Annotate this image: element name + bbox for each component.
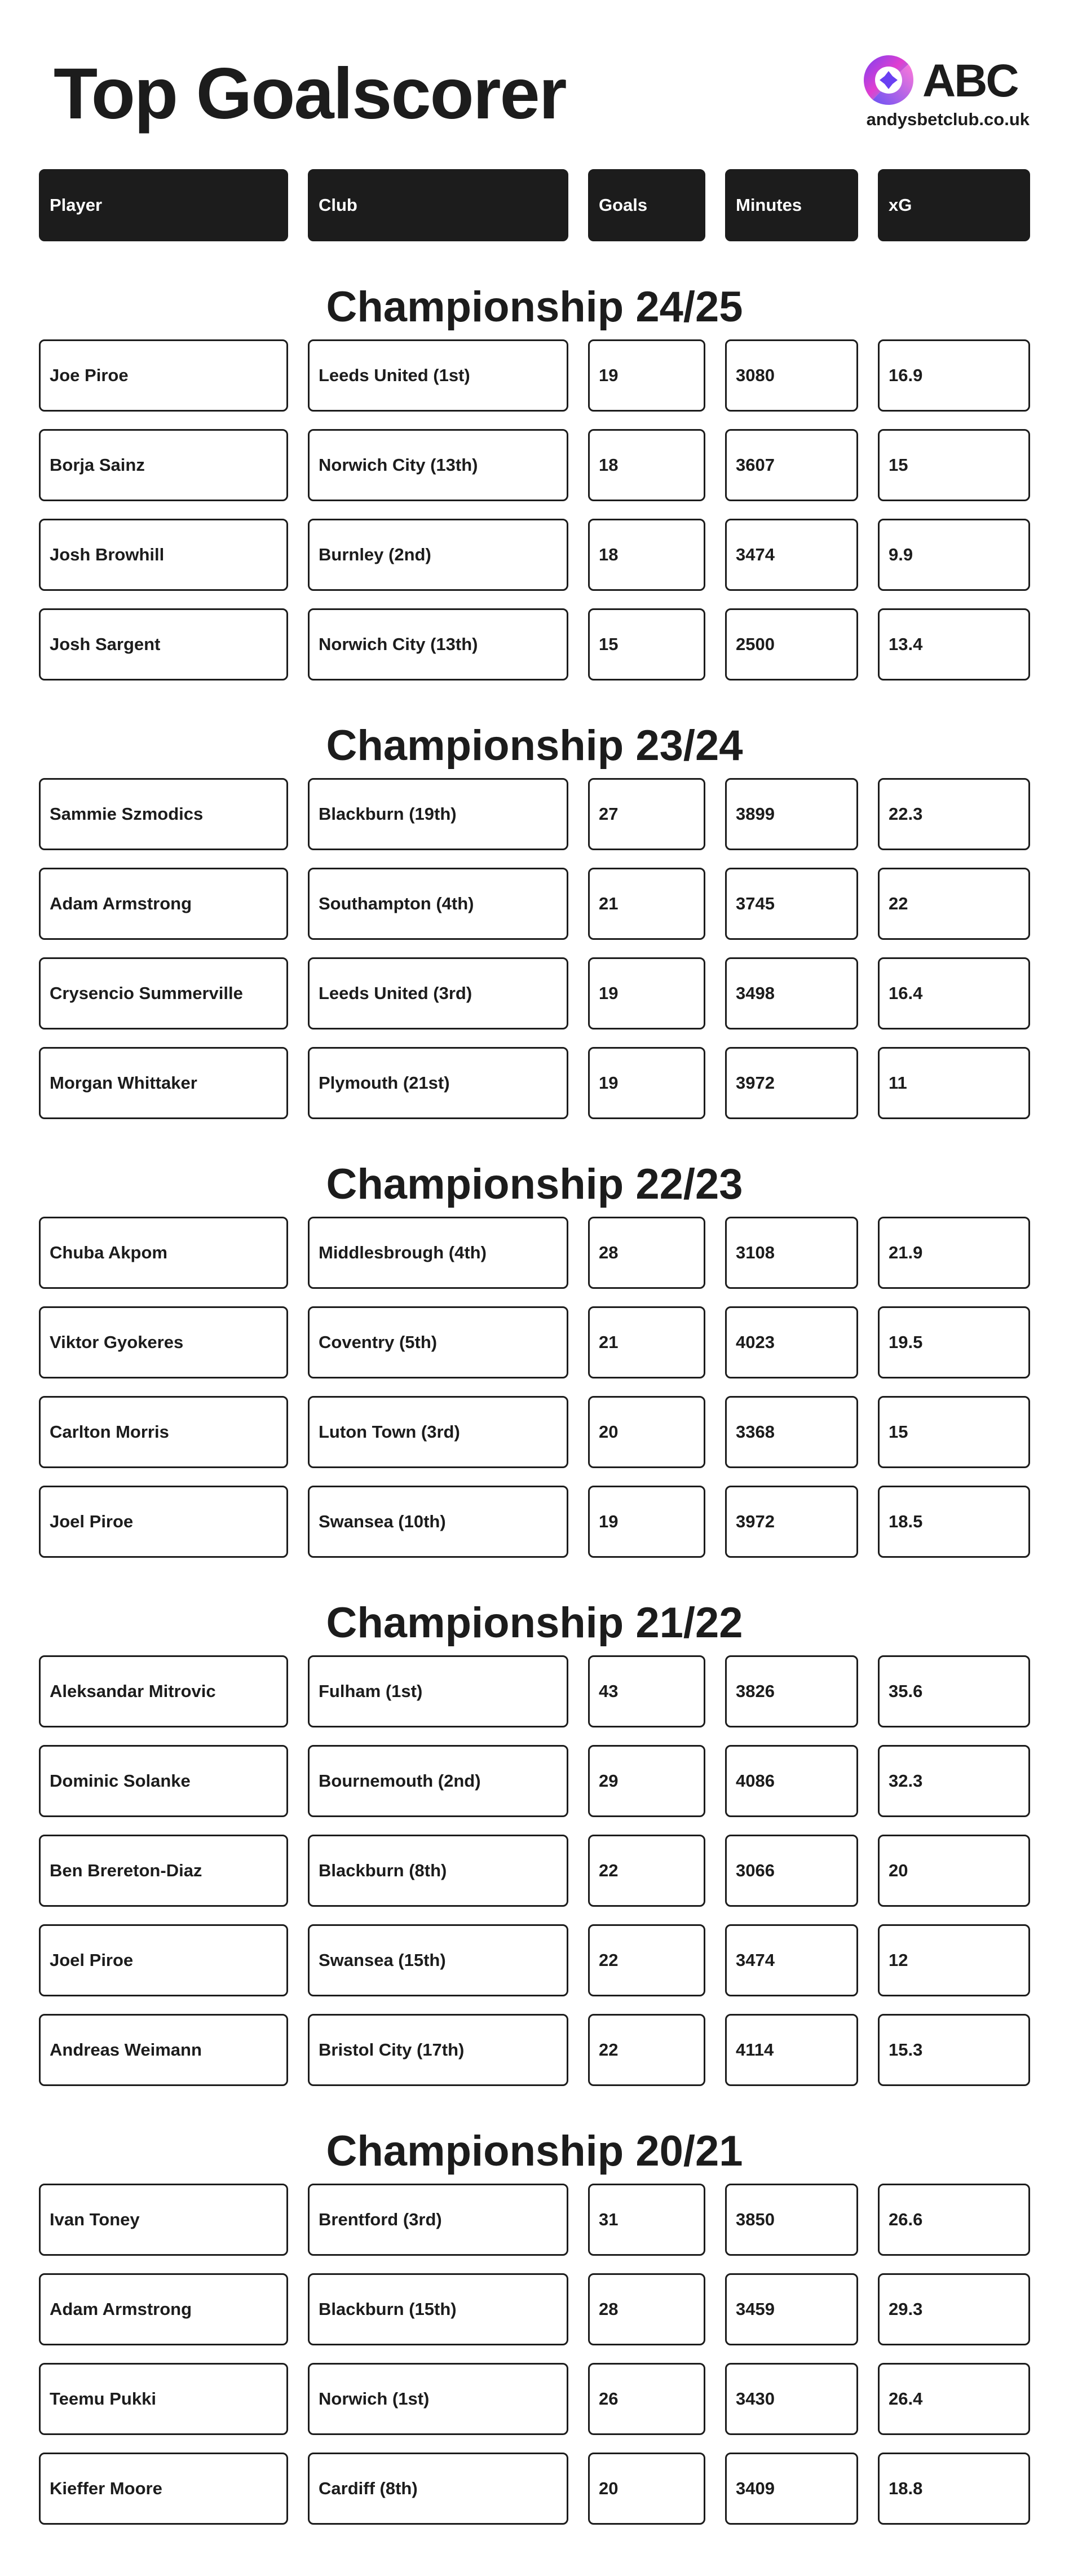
- club-cell: Cardiff (8th): [308, 2453, 568, 2525]
- player-cell: Sammie Szmodics: [39, 778, 288, 850]
- player-cell: Adam Armstrong: [39, 2273, 288, 2345]
- xg-cell: 16.4: [878, 957, 1030, 1029]
- minutes-cell: 3368: [725, 1396, 858, 1468]
- player-cell: Josh Sargent: [39, 608, 288, 681]
- club-cell: Southampton (4th): [308, 868, 568, 940]
- minutes-cell: 3745: [725, 868, 858, 940]
- table-row: [0, 429, 1069, 501]
- table-row: [0, 1217, 1069, 1289]
- player-cell: Joe Piroe: [39, 339, 288, 412]
- table-row: [0, 1306, 1069, 1378]
- club-cell: Plymouth (21st): [308, 1047, 568, 1119]
- club-cell: Blackburn (19th): [308, 778, 568, 850]
- section-title-21-22: Championship 21/22: [326, 1599, 743, 1647]
- player-cell: Andreas Weimann: [39, 2014, 288, 2086]
- player-cell: Ben Brereton-Diaz: [39, 1835, 288, 1907]
- minutes-cell: 3972: [725, 1486, 858, 1558]
- goals-cell: 19: [588, 1047, 705, 1119]
- player-cell: Chuba Akpom: [39, 1217, 288, 1289]
- table-row: [0, 1745, 1069, 1817]
- minutes-cell: 3474: [725, 1924, 858, 1996]
- player-cell: Borja Sainz: [39, 429, 288, 501]
- club-cell: Bournemouth (2nd): [308, 1745, 568, 1817]
- player-cell: Joel Piroe: [39, 1924, 288, 1996]
- table-row: [0, 1486, 1069, 1558]
- page-title: Top Goalscorer: [54, 54, 566, 134]
- abc-logo-icon: [860, 52, 917, 108]
- goals-cell: 26: [588, 2363, 705, 2435]
- goals-cell: 20: [588, 1396, 705, 1468]
- xg-cell: 9.9: [878, 519, 1030, 591]
- table-row: [0, 1655, 1069, 1727]
- xg-cell: 22.3: [878, 778, 1030, 850]
- club-cell: Norwich City (13th): [308, 608, 568, 681]
- section-title-20-21: Championship 20/21: [326, 2127, 743, 2175]
- minutes-cell: 4023: [725, 1306, 858, 1378]
- minutes-cell: 3080: [725, 339, 858, 412]
- minutes-cell: 3066: [725, 1835, 858, 1907]
- club-cell: Blackburn (8th): [308, 1835, 568, 1907]
- table-row: [0, 2184, 1069, 2256]
- xg-cell: 22: [878, 868, 1030, 940]
- player-cell: Dominic Solanke: [39, 1745, 288, 1817]
- table-row: [0, 2273, 1069, 2345]
- table-row: [0, 957, 1069, 1029]
- table-row: [0, 519, 1069, 591]
- club-cell: Swansea (10th): [308, 1486, 568, 1558]
- minutes-cell: 3430: [725, 2363, 858, 2435]
- xg-cell: 19.5: [878, 1306, 1030, 1378]
- brand-url[interactable]: andysbetclub.co.uk: [866, 109, 1030, 129]
- club-cell: Leeds United (3rd): [308, 957, 568, 1029]
- club-cell: Blackburn (15th): [308, 2273, 568, 2345]
- player-cell: Viktor Gyokeres: [39, 1306, 288, 1378]
- club-cell: Middlesbrough (4th): [308, 1217, 568, 1289]
- xg-cell: 21.9: [878, 1217, 1030, 1289]
- section-title-22-23: Championship 22/23: [326, 1160, 743, 1208]
- player-cell: Teemu Pukki: [39, 2363, 288, 2435]
- player-cell: Kieffer Moore: [39, 2453, 288, 2525]
- club-cell: Brentford (3rd): [308, 2184, 568, 2256]
- club-cell: Bristol City (17th): [308, 2014, 568, 2086]
- club-cell: Luton Town (3rd): [308, 1396, 568, 1468]
- goals-cell: 20: [588, 2453, 705, 2525]
- goals-cell: 22: [588, 1924, 705, 1996]
- goals-cell: 19: [588, 339, 705, 412]
- xg-cell: 15.3: [878, 2014, 1030, 2086]
- xg-cell: 15: [878, 1396, 1030, 1468]
- minutes-cell: 2500: [725, 608, 858, 681]
- table-row: [0, 1924, 1069, 1996]
- player-cell: Joel Piroe: [39, 1486, 288, 1558]
- xg-cell: 32.3: [878, 1745, 1030, 1817]
- table-row: [0, 339, 1069, 412]
- club-cell: Burnley (2nd): [308, 519, 568, 591]
- goals-cell: 21: [588, 868, 705, 940]
- table-row: [0, 2363, 1069, 2435]
- goals-cell: 43: [588, 1655, 705, 1727]
- player-cell: Carlton Morris: [39, 1396, 288, 1468]
- goals-cell: 15: [588, 608, 705, 681]
- table-row: [0, 1047, 1069, 1119]
- club-cell: Norwich City (13th): [308, 429, 568, 501]
- minutes-cell: 4114: [725, 2014, 858, 2086]
- xg-cell: 20: [878, 1835, 1030, 1907]
- column-header-row: [0, 169, 1069, 241]
- goals-cell: 31: [588, 2184, 705, 2256]
- table-row: [0, 1835, 1069, 1907]
- section-title-24-25: Championship 24/25: [326, 283, 743, 331]
- xg-cell: 15: [878, 429, 1030, 501]
- player-cell: Crysencio Summerville: [39, 957, 288, 1029]
- minutes-cell: 3972: [725, 1047, 858, 1119]
- table-row: [0, 1396, 1069, 1468]
- goals-cell: 19: [588, 957, 705, 1029]
- club-cell: Norwich (1st): [308, 2363, 568, 2435]
- xg-cell: 18.5: [878, 1486, 1030, 1558]
- goals-cell: 22: [588, 1835, 705, 1907]
- minutes-cell: 3607: [725, 429, 858, 501]
- player-cell: Ivan Toney: [39, 2184, 288, 2256]
- minutes-cell: 3459: [725, 2273, 858, 2345]
- table-row: [0, 868, 1069, 940]
- minutes-cell: 4086: [725, 1745, 858, 1817]
- goals-cell: 27: [588, 778, 705, 850]
- brand-name: ABC: [922, 55, 1018, 107]
- club-cell: Leeds United (1st): [308, 339, 568, 412]
- club-cell: Swansea (15th): [308, 1924, 568, 1996]
- goals-cell: 18: [588, 519, 705, 591]
- goals-cell: 18: [588, 429, 705, 501]
- minutes-cell: 3108: [725, 1217, 858, 1289]
- brand[interactable]: [860, 52, 1030, 136]
- xg-cell: 26.6: [878, 2184, 1030, 2256]
- goals-cell: 28: [588, 1217, 705, 1289]
- player-cell: Aleksandar Mitrovic: [39, 1655, 288, 1727]
- goals-cell: 29: [588, 1745, 705, 1817]
- xg-cell: 29.3: [878, 2273, 1030, 2345]
- xg-cell: 13.4: [878, 608, 1030, 681]
- club-cell: Fulham (1st): [308, 1655, 568, 1727]
- column-header-minutes: Minutes: [725, 169, 858, 241]
- table-row: [0, 778, 1069, 850]
- xg-cell: 18.8: [878, 2453, 1030, 2525]
- xg-cell: 11: [878, 1047, 1030, 1119]
- xg-cell: 12: [878, 1924, 1030, 1996]
- minutes-cell: 3826: [725, 1655, 858, 1727]
- player-cell: Morgan Whittaker: [39, 1047, 288, 1119]
- xg-cell: 16.9: [878, 339, 1030, 412]
- column-header-xg: xG: [878, 169, 1030, 241]
- column-header-goals: Goals: [588, 169, 705, 241]
- table-row: [0, 2453, 1069, 2525]
- section-title-23-24: Championship 23/24: [326, 722, 743, 770]
- minutes-cell: 3474: [725, 519, 858, 591]
- player-cell: Josh Browhill: [39, 519, 288, 591]
- minutes-cell: 3409: [725, 2453, 858, 2525]
- table-row: [0, 608, 1069, 681]
- goals-cell: 21: [588, 1306, 705, 1378]
- xg-cell: 26.4: [878, 2363, 1030, 2435]
- goals-cell: 19: [588, 1486, 705, 1558]
- goals-cell: 22: [588, 2014, 705, 2086]
- column-header-player: Player: [39, 169, 288, 241]
- player-cell: Adam Armstrong: [39, 868, 288, 940]
- column-header-club: Club: [308, 169, 568, 241]
- minutes-cell: 3850: [725, 2184, 858, 2256]
- xg-cell: 35.6: [878, 1655, 1030, 1727]
- minutes-cell: 3899: [725, 778, 858, 850]
- club-cell: Coventry (5th): [308, 1306, 568, 1378]
- table-row: [0, 2014, 1069, 2086]
- goals-cell: 28: [588, 2273, 705, 2345]
- minutes-cell: 3498: [725, 957, 858, 1029]
